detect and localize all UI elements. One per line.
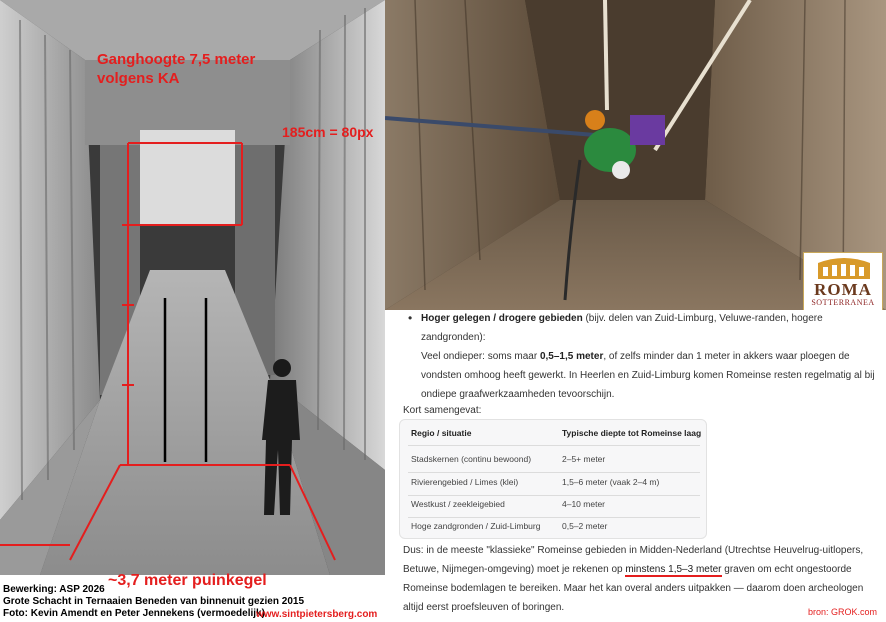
table-cell: 1,5–6 meter (vaak 2–4 m)	[562, 477, 660, 487]
rubble-cone-label: ~3,7 meter puinkegel	[108, 572, 267, 589]
conclusion-pre: Dus: in de meeste "klassieke" Romeinse gebieden in Midden-Nederland (Utrechtse Heuvelrug-uitlopers, Betuwe, Nijmegen-omgeving) moet je rekenen op	[403, 545, 864, 575]
bullet-text-pre: Veel ondieper: soms maar	[421, 351, 540, 362]
conclusion-post: graven om echt ongestoorde Romeinse bodemlagen te bereiken. Maar het kan overal anders uitpakken — daarom doen archeologen altijd eerst proefsleuven of boringen.	[403, 564, 864, 613]
bullet-paragraph	[421, 309, 876, 404]
summary-heading: Kort samengevat:	[403, 405, 482, 416]
table-row	[400, 448, 706, 471]
bullet-text-bold: 0,5–1,5 meter	[539, 351, 604, 362]
caption-line: Bewerking: ASP 2026	[3, 584, 105, 595]
logo-subtitle: SOTTERRANEA	[811, 298, 875, 307]
table-row	[400, 471, 706, 494]
bullet-text-post: , of zelfs minder dan 1 meter in akkers waar ploegen de vondsten omhoog heeft gewerkt. In Heerlen en Zuid-Limburg komen Romeinse resten regelmatig al bij ondiepe graafwerkzaamheden tevoorschijn.	[421, 351, 875, 400]
roma-sotterranea-logo	[803, 252, 883, 314]
logo-name: ROMA	[814, 280, 872, 299]
table-header-row	[400, 422, 706, 445]
depth-table	[399, 419, 707, 539]
table-cell: Westkust / zeekleigebied	[411, 499, 505, 509]
source-credit: bron: GROK.com	[808, 607, 878, 617]
bullet-title: Hoger gelegen / drogere gebieden	[421, 313, 583, 324]
caption-line: Foto: Kevin Amendt en Peter Jennekens (vermoedelijk)	[3, 608, 265, 619]
table-row	[400, 493, 706, 516]
table-header: Regio / situatie	[411, 428, 472, 438]
site-link[interactable]: www.sintpietersberg.com	[256, 609, 378, 620]
table-cell: 2–5+ meter	[562, 454, 606, 464]
tunnel-height-label: Ganghoogte 7,5 meter volgens KA	[97, 51, 256, 87]
tunnel-photo	[0, 0, 385, 575]
table-cell: Rivierengebied / Limes (klei)	[411, 477, 519, 487]
table-cell: 4–10 meter	[562, 499, 605, 509]
table-header: Typische diepte tot Romeinse laag	[562, 428, 702, 438]
bullet-dot-icon: •	[408, 311, 413, 325]
conclusion-paragraph	[403, 541, 881, 617]
conclusion-highlight: minstens 1,5–3 meter	[625, 564, 722, 575]
table-row	[400, 515, 706, 538]
colosseum-icon	[814, 255, 874, 281]
scale-label: 185cm = 80px	[282, 124, 374, 140]
caption-line: Grote Schacht in Ternaaien Beneden van binnenuit gezien 2015	[3, 596, 305, 607]
table-cell: Hoge zandgronden / Zuid-Limburg	[411, 521, 541, 531]
table-cell: Stadskernen (continu bewoond)	[411, 454, 532, 464]
bullet-title-rest: (bijv. delen van Zuid-Limburg, Veluwe-randen, hogere zandgronden):	[421, 313, 823, 343]
table-cell: 0,5–2 meter	[562, 521, 608, 531]
